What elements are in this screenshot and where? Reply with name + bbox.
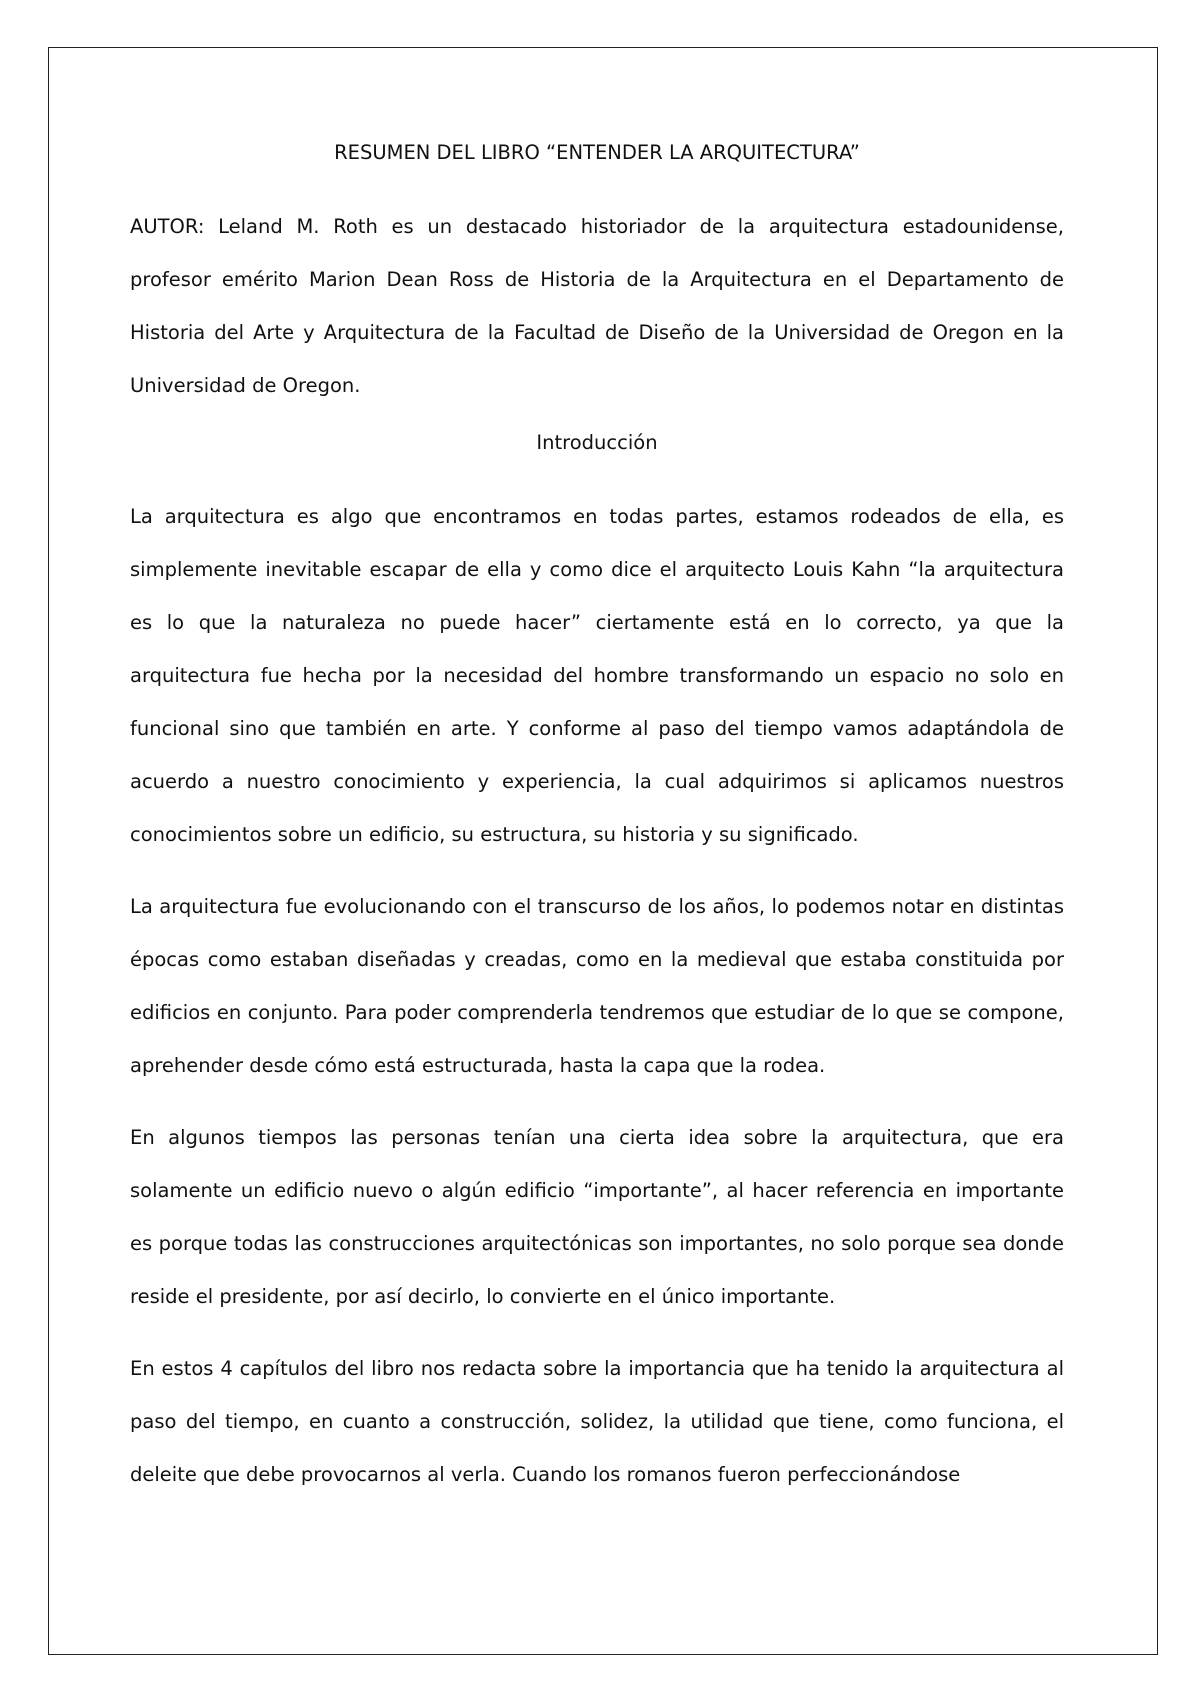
author-paragraph: AUTOR: Leland M. Roth es un destacado historiador de la arquitectura estadounidense, profesor emérito Marion Dean Ross de Historia de la Arquitectura en el Departamento de Historia del Arte y Arquitectura de la Facultad de Diseño de la Universidad de Oregon en la Universidad de Oregon. xyxy=(130,215,1064,397)
document-title: RESUMEN DEL LIBRO “ENTENDER LA ARQUITECTURA” xyxy=(334,141,860,164)
body-paragraph: En algunos tiempos las personas tenían una cierta idea sobre la arquitectura, que era solamente un edificio nuevo o algún edificio “importante”, al hacer referencia en importante es porque todas las construcciones arquitectónicas son importantes, no solo porque sea donde reside el presidente, por así decirlo, lo convierte en el único importante. xyxy=(130,1126,1064,1308)
body-paragraph: En estos 4 capítulos del libro nos redacta sobre la importancia que ha tenido la arquitectura al paso del tiempo, en cuanto a construcción, solidez, la utilidad que tiene, como funciona, el deleite que debe provocarnos al verla. Cuando los romanos fueron perfeccionándose xyxy=(130,1357,1064,1486)
body-paragraph: La arquitectura es algo que encontramos en todas partes, estamos rodeados de ella, es simplemente inevitable escapar de ella y como dice el arquitecto Louis Kahn “la arquitectura es lo que la naturaleza no puede hacer” ciertamente está en lo correcto, ya que la arquitectura fue hecha por la necesidad del hombre transformando un espacio no solo en funcional sino que también en arte. Y conforme al paso del tiempo vamos adaptándola de acuerdo a nuestro conocimiento y experiencia, la cual adquirimos si aplicamos nuestros conocimientos sobre un edificio, su estructura, su historia y su significado. xyxy=(130,505,1064,846)
document-body xyxy=(130,140,1064,1520)
body-paragraph: La arquitectura fue evolucionando con el transcurso de los años, lo podemos notar en distintas épocas como estaban diseñadas y creadas, como en la medieval que estaba constituida por edificios en conjunto. Para poder comprenderla tendremos que estudiar de lo que se compone, aprehender desde cómo está estructurada, hasta la capa que la rodea. xyxy=(130,895,1064,1077)
section-heading: Introducción xyxy=(536,431,658,454)
